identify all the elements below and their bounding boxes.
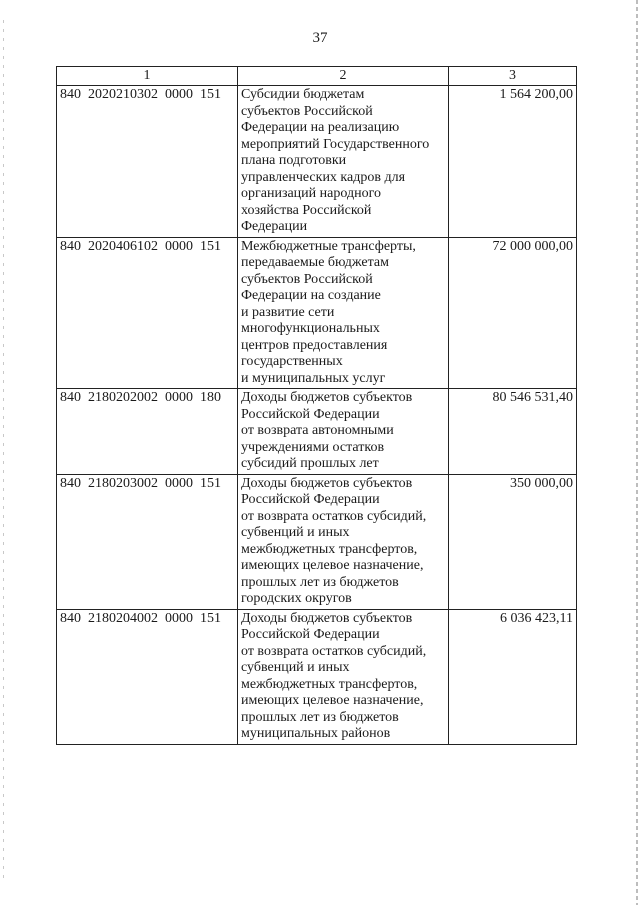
- revenue-name-line: от возврата автономными: [241, 423, 394, 438]
- revenue-name-line: плана подготовки: [241, 153, 347, 168]
- revenue-name-line: Российской Федерации: [241, 627, 380, 642]
- revenue-name-line: межбюджетных трансфертов,: [241, 676, 418, 692]
- revenue-name-line: субсидий прошлых лет: [241, 456, 379, 471]
- revenue-name-cell: [238, 86, 449, 238]
- revenue-name-line: субвенций и иных: [241, 525, 350, 540]
- budget-code-cell: 840 2020406102 0000 151: [57, 237, 238, 389]
- table-body: [57, 86, 577, 745]
- revenue-name-cell: [238, 389, 449, 475]
- revenue-name-line: государственных: [241, 354, 343, 369]
- table-row: [57, 474, 577, 609]
- scan-edge-left: [3, 20, 4, 880]
- revenue-name-line: субъектов Российской: [241, 103, 373, 119]
- revenue-name-line: имеющих целевое назначение,: [241, 558, 424, 573]
- revenue-name-line: и развитие сети: [241, 304, 335, 320]
- budget-table: [56, 66, 577, 745]
- amount-cell: 350 000,00: [449, 474, 577, 609]
- budget-code-cell: 840 2180203002 0000 151: [57, 474, 238, 609]
- revenue-name-line: центров предоставления: [241, 337, 388, 353]
- column-header-amount: 3: [449, 67, 577, 86]
- scan-edge-right: [636, 0, 638, 905]
- revenue-name-line: Российской Федерации: [241, 492, 380, 507]
- table-row: [57, 389, 577, 475]
- page-number: 37: [312, 30, 328, 46]
- revenue-name-line: субъектов Российской: [241, 271, 373, 287]
- revenue-name-line: учреждениями остатков: [241, 439, 385, 455]
- revenue-name-line: организаций народного: [241, 186, 381, 201]
- revenue-name-line: Российской Федерации: [241, 406, 380, 422]
- amount-cell: 6 036 423,11: [449, 609, 577, 744]
- revenue-name-line: Субсидии бюджетам: [241, 87, 365, 102]
- budget-code-cell: 840 2020210302 0000 151: [57, 86, 238, 238]
- revenue-name-line: передаваемые бюджетам: [241, 255, 389, 270]
- revenue-name-line: управленческих кадров для: [241, 169, 406, 185]
- revenue-name-line: от возврата остатков субсидий,: [241, 508, 427, 524]
- revenue-name-line: субвенций и иных: [241, 660, 350, 675]
- column-header-name: 2: [238, 67, 449, 86]
- revenue-name-cell: [238, 474, 449, 609]
- revenue-name-line: Доходы бюджетов субъектов: [241, 390, 413, 405]
- budget-code-cell: 840 2180204002 0000 151: [57, 609, 238, 744]
- revenue-name-line: городских округов: [241, 591, 352, 606]
- amount-cell: 1 564 200,00: [449, 86, 577, 238]
- revenue-name-line: многофункциональных: [241, 321, 380, 336]
- table-row: [57, 237, 577, 389]
- table-row: [57, 86, 577, 238]
- revenue-name-cell: [238, 237, 449, 389]
- revenue-name-line: от возврата остатков субсидий,: [241, 643, 427, 659]
- table-header-row: [57, 67, 577, 86]
- amount-cell: 80 546 531,40: [449, 389, 577, 475]
- revenue-name-line: Федерации на реализацию: [241, 120, 400, 135]
- revenue-name-line: Доходы бюджетов субъектов: [241, 610, 413, 626]
- amount-cell: 72 000 000,00: [449, 237, 577, 389]
- revenue-name-line: муниципальных районов: [241, 726, 391, 741]
- revenue-name-cell: [238, 609, 449, 744]
- column-header-code: 1: [57, 67, 238, 86]
- revenue-name-line: и муниципальных услуг: [241, 370, 386, 386]
- revenue-name-line: хозяйства Российской: [241, 202, 372, 218]
- revenue-name-line: мероприятий Государственного: [241, 136, 430, 152]
- revenue-name-line: Межбюджетные трансферты,: [241, 238, 416, 254]
- table-row: [57, 609, 577, 744]
- budget-code-cell: 840 2180202002 0000 180: [57, 389, 238, 475]
- revenue-name-line: прошлых лет из бюджетов: [241, 574, 399, 590]
- revenue-name-line: Федерации на создание: [241, 288, 381, 303]
- revenue-name-line: прошлых лет из бюджетов: [241, 709, 399, 725]
- revenue-name-line: имеющих целевое назначение,: [241, 693, 424, 708]
- revenue-name-line: Федерации: [241, 219, 308, 234]
- revenue-name-line: межбюджетных трансфертов,: [241, 541, 418, 557]
- revenue-name-line: Доходы бюджетов субъектов: [241, 475, 413, 491]
